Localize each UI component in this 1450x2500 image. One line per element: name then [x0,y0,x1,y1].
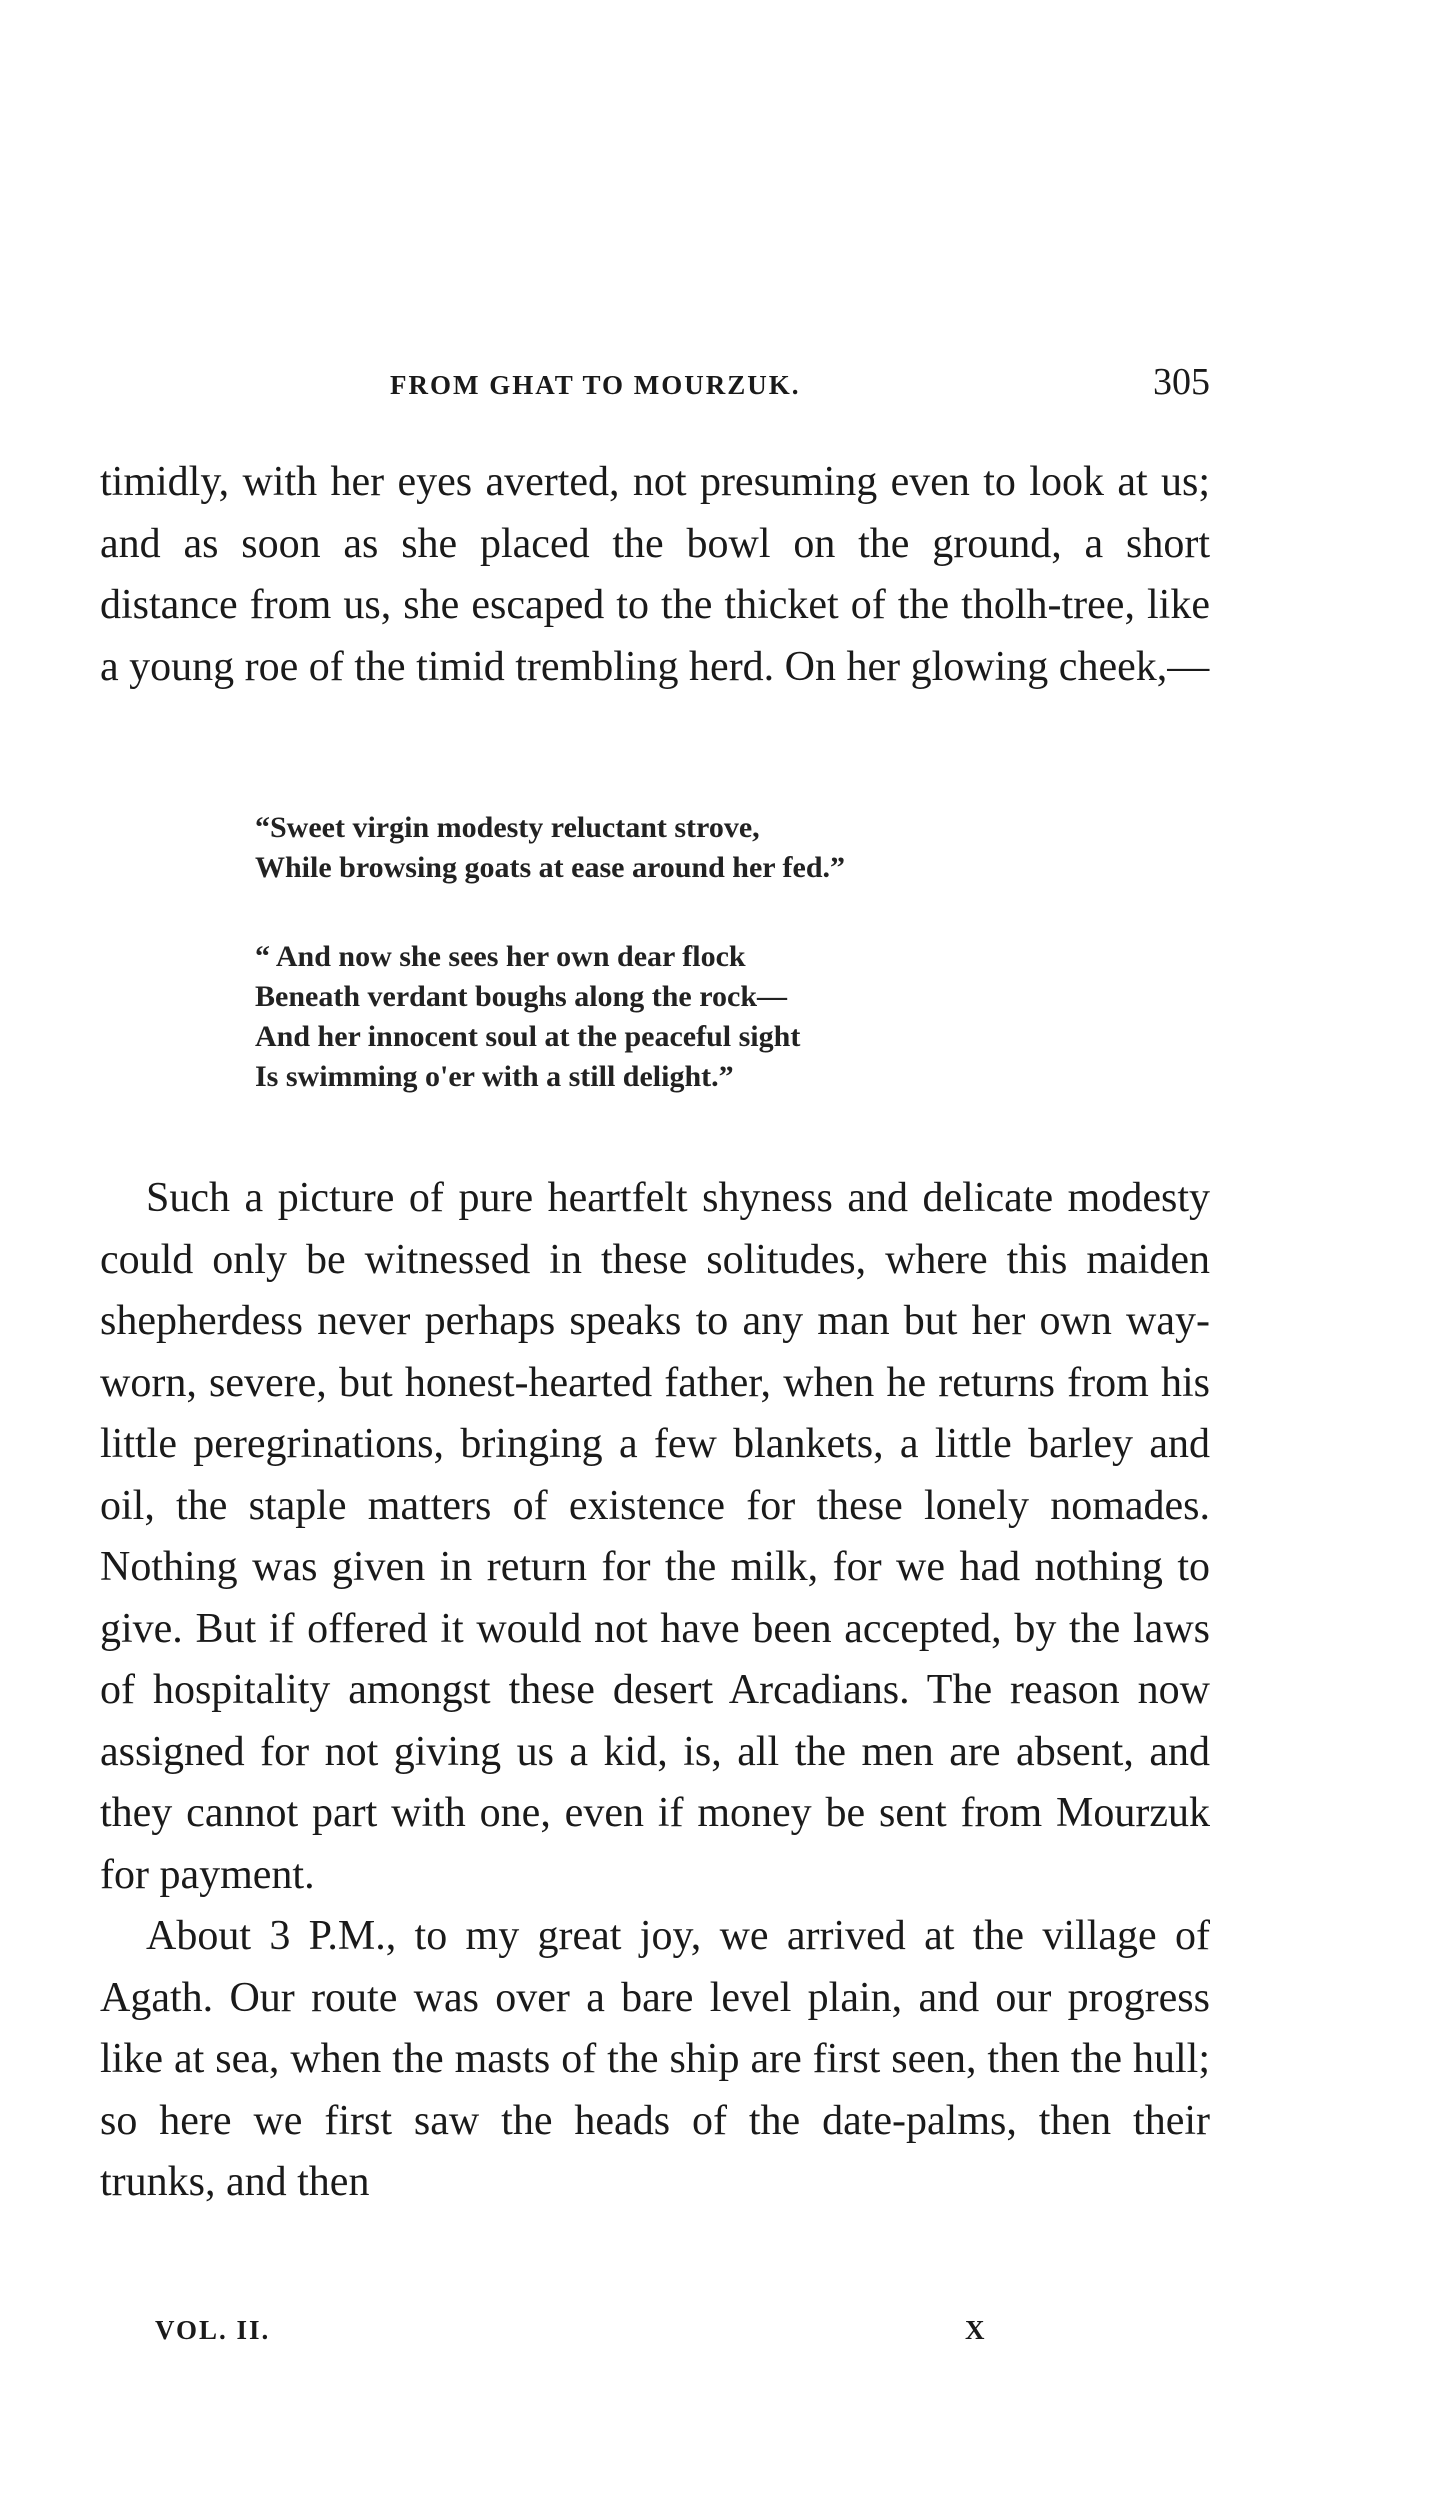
verse-line: While browsing goats at ease around her fed.” [255,851,846,884]
gathering-signature: X [965,2315,985,2345]
verse-quotation-1 [255,808,845,888]
volume-signature: VOL. II. [155,2315,271,2345]
paragraph-shyness: Such a picture of pure heartfelt shyness and delicate modesty could only be witnessed in these solitudes, where this maiden shepherdess never perhaps speaks to any man but her own way-worn, severe, but honest-hearted father, when he returns from his little peregrinations, bringing a few blankets, a little barley and oil, the staple matters of existence for these lonely nomades. Nothing was given in return for the milk, for we had nothing to give. But if offered it would not have been accepted, by the laws of hospitality amongst these desert Arcadians. The reason now assigned for not giving us a kid, is, all the men are absent, and they cannot part with one, even if money be sent from Mourzuk for payment. [100,1175,1210,1898]
paragraph-continued: timidly, with her eyes averted, not presuming even to look at us; and as soon as she placed the bowl on the ground, a short distance from us, she escaped to the thicket of the tholh-tree, like a young roe of the timid trembling herd. On her glowing cheek,— [100,459,1210,690]
verse-line: Is swimming o'er with a still delight.” [255,1060,734,1093]
page-footer [100,2315,1210,2355]
page-header [100,360,1210,410]
main-text [100,1168,1210,2214]
page-number: 305 [1153,361,1210,403]
verse-line: “ And now she sees her own dear flock [255,940,746,973]
running-title: FROM GHAT TO MOURZUK. [390,370,801,400]
paragraph-arrival: About 3 P.M., to my great joy, we arrived at the village of Agath. Our route was over a bare level plain, and our progress like at sea, when the masts of the ship are first seen, then the hull; so here we first saw the heads of the date-palms, then their trunks, and then [100,1913,1210,2205]
verse-quotation-2 [255,937,800,1097]
verse-line: Beneath verdant boughs along the rock— [255,980,788,1013]
verse-line: “Sweet virgin modesty reluctant strove, [255,811,760,844]
opening-paragraph [100,452,1210,698]
verse-line: And her innocent soul at the peaceful sight [255,1020,801,1053]
